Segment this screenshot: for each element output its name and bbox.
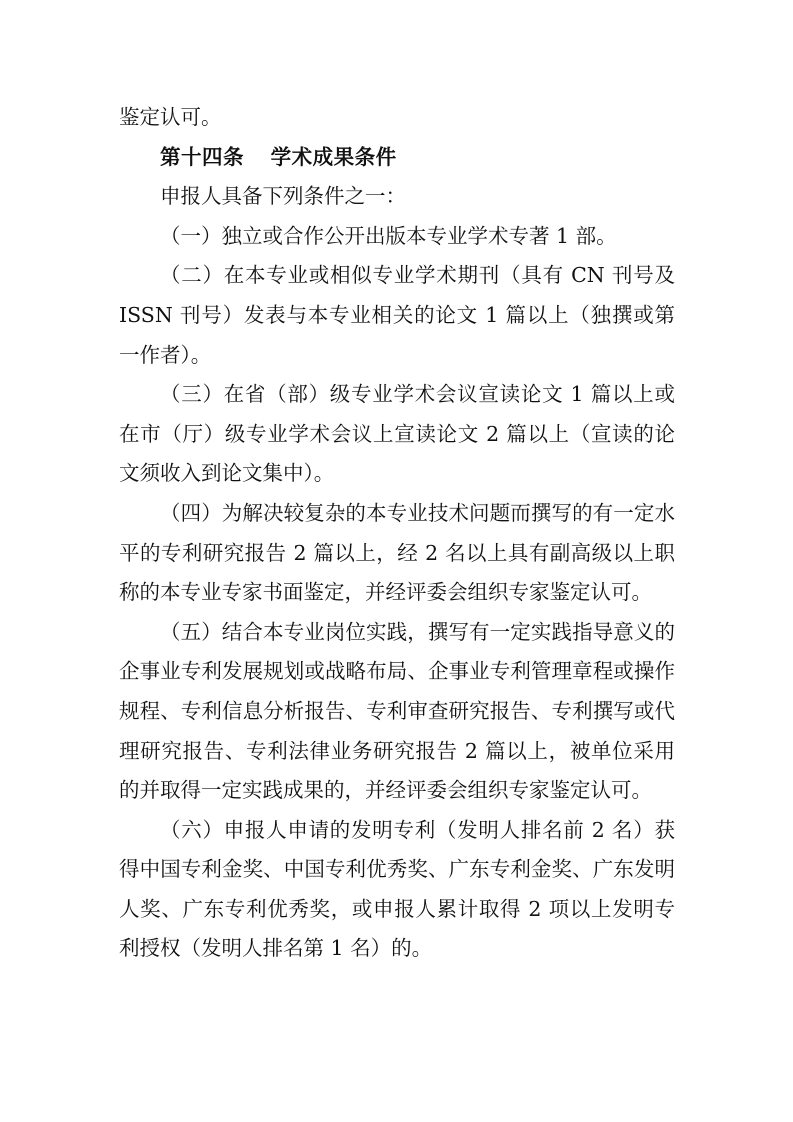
- item-paragraph-4: （四）为解决较复杂的本专业技术问题而撰写的有一定水平的专利研究报告 2 篇以上，经 2 名以上具有副高级以上职称的本专业专家书面鉴定，并经评委会组织专家鉴定认可。: [119, 500, 675, 605]
- article-number: 第十四条: [160, 144, 244, 169]
- intro-paragraph: 申报人具备下列条件之一：: [160, 184, 406, 209]
- item-paragraph-3: （三）在省（部）级专业学术会议宣读论文 1 篇以上或在市（厅）级专业学术会议上宣读论文 2 篇以上（宣读的论文须收入到论文集中）。: [119, 382, 675, 486]
- article-heading: [119, 138, 675, 178]
- article-title: 学术成果条件: [270, 144, 397, 169]
- item-paragraph-1: （一）独立或合作公开出版本专业学术专著 1 部。: [160, 223, 617, 248]
- lead-fragment: 鉴定认可。: [119, 105, 222, 129]
- item-paragraph-5: （五）结合本专业岗位实践，撰写有一定实践指导意义的企事业专利发展规划或战略布局、企事业专利管理章程或操作规程、专利信息分析报告、专利审查研究报告、专利撰写或代理研究报告、专利法律业务研究报告 2 篇以上，被单位采用的并取得一定实践成果的，并经评委会组织专家鉴定认可。: [119, 619, 675, 803]
- item-paragraph-2: （二）在本专业或相似专业学术期刊（具有 CN 刊号及 ISSN 刊号）发表与本专业相关的论文 1 篇以上（独撰或第一作者）。: [119, 263, 675, 367]
- item-paragraph-6: （六）申报人申请的发明专利（发明人排名前 2 名）获得中国专利金奖、中国专利优秀奖、广东专利金奖、广东发明人奖、广东专利优秀奖，或申报人累计取得 2 项以上发明专利授权（发明人排名第 1 名）的。: [119, 817, 675, 961]
- document-page: [119, 98, 675, 969]
